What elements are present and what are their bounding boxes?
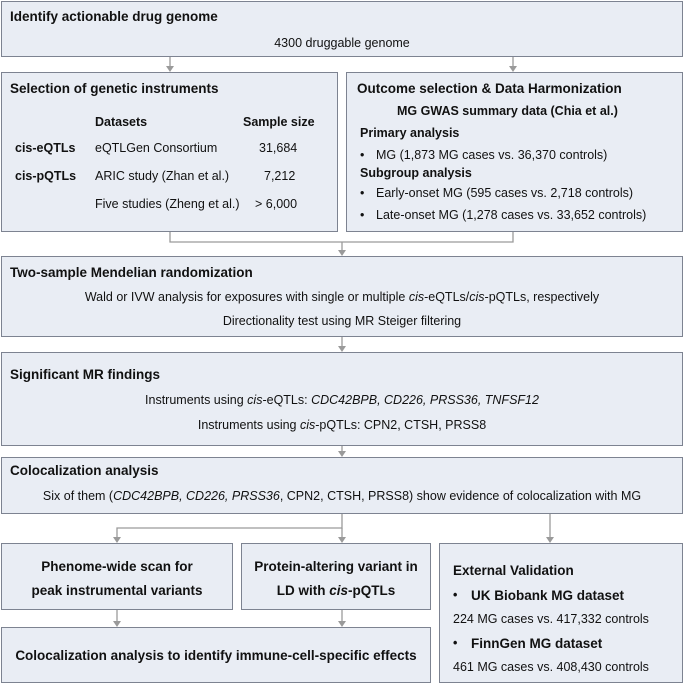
colocalization-prefix: Six of them (	[42, 489, 114, 503]
protein-variant-cis: cis	[329, 583, 349, 598]
phenome-scan-line-1: Phenome-wide scan for	[41, 559, 193, 574]
protein-variant-line-2	[242, 583, 430, 598]
box-external-validation	[439, 543, 683, 683]
mr-method-cis-2: cis	[469, 290, 485, 304]
primary-analysis-heading: Primary analysis	[360, 126, 460, 140]
box-genetic-instruments	[1, 72, 338, 232]
eqtl-instruments-mid: -eQTLs:	[262, 393, 312, 407]
column-header-datasets: Datasets	[95, 115, 148, 129]
colocalization-genes: CDC42BPB, CD226, PRSS36	[113, 489, 280, 503]
bullet-icon: •	[360, 208, 365, 222]
eqtl-instruments-genes: CDC42BPB, CD226, PRSS36, TNFSF12	[311, 393, 539, 407]
immune-cell-colocalization-text: Colocalization analysis to identify immune-cell-specific effects	[15, 648, 417, 663]
phenome-scan-line-2: peak instrumental variants	[31, 583, 203, 598]
row-dataset-eqtlgen: eQTLGen Consortium	[95, 141, 218, 155]
subgroup-item-early-onset: Early-onset MG (595 cases vs. 2,718 controls)	[376, 186, 634, 200]
box-immune-cell-colocalization	[1, 627, 431, 683]
pqtl-instruments-cis: cis	[299, 418, 316, 432]
box-drug-genome	[1, 1, 683, 57]
pqtl-instruments-prefix: Instruments using	[197, 418, 300, 432]
row-dataset-five-studies: Five studies (Zheng et al.)	[95, 197, 240, 211]
finngen-heading: FinnGen MG dataset	[471, 636, 603, 651]
gwas-summary-subtitle: MG GWAS summary data (Chia et al.)	[397, 104, 618, 118]
mr-method-text-2: -eQTLs/	[424, 290, 470, 304]
connector-merge-2-3	[170, 232, 513, 242]
colocalization-line	[2, 489, 682, 503]
box-drug-genome-body: 4300 druggable genome	[274, 36, 410, 50]
box-significant-findings	[1, 352, 683, 446]
mr-steiger-line: Directionality test using MR Steiger filtering	[222, 314, 462, 328]
finngen-detail: 461 MG cases vs. 408,430 controls	[453, 660, 649, 674]
mr-method-text-1: Wald or IVW analysis for exposures with single or multiple	[84, 290, 409, 304]
bullet-icon: •	[360, 148, 365, 162]
mr-method-line	[2, 290, 682, 304]
mr-method-text-3: -pQTLs, respectively	[484, 290, 600, 304]
box-genetic-instruments-title: Selection of genetic instruments	[10, 81, 219, 96]
box-mendelian-randomization-title: Two-sample Mendelian randomization	[10, 265, 253, 280]
row-dataset-aric: ARIC study (Zhan et al.)	[95, 169, 230, 183]
bullet-icon: •	[360, 186, 365, 200]
row-label-cis-eqtls: cis-eQTLs	[15, 141, 76, 155]
column-header-sample-size: Sample size	[243, 115, 315, 129]
box-colocalization-title: Colocalization analysis	[10, 463, 159, 478]
eqtl-instruments-cis: cis	[247, 393, 263, 407]
box-outcome-selection	[346, 72, 683, 232]
pqtl-instruments-post: -pQTLs: CPN2, CTSH, PRSS8	[315, 418, 487, 432]
box-mendelian-randomization	[1, 256, 683, 337]
eqtl-instruments-prefix: Instruments using	[145, 393, 248, 407]
mr-method-cis-1: cis	[408, 290, 425, 304]
eqtl-instruments-line	[2, 393, 682, 407]
box-significant-findings-title: Significant MR findings	[10, 367, 160, 382]
uk-biobank-heading: UK Biobank MG dataset	[471, 588, 625, 603]
protein-variant-prefix: LD with	[276, 583, 330, 598]
box-drug-genome-title: Identify actionable drug genome	[10, 9, 218, 24]
subgroup-analysis-heading: Subgroup analysis	[360, 166, 472, 180]
box-protein-altering-variant	[241, 543, 431, 610]
colocalization-post: , CPN2, CTSH, PRSS8) show evidence of colocalization with MG	[279, 489, 642, 503]
connector-6-7	[117, 514, 342, 538]
protein-variant-line-1: Protein-altering variant in	[254, 559, 418, 574]
external-validation-title: External Validation	[453, 563, 574, 578]
row-size-eqtlgen: 31,684	[259, 141, 298, 155]
row-size-aric: 7,212	[264, 169, 296, 183]
protein-variant-post: -pQTLs	[348, 583, 396, 598]
primary-analysis-item: MG (1,873 MG cases vs. 36,370 controls)	[376, 148, 608, 162]
row-size-five-studies: > 6,000	[255, 197, 298, 211]
subgroup-item-late-onset: Late-onset MG (1,278 cases vs. 33,652 controls)	[376, 208, 647, 222]
bullet-icon: •	[453, 636, 458, 650]
bullet-icon: •	[453, 588, 458, 602]
pqtl-instruments-line	[2, 418, 682, 432]
uk-biobank-detail: 224 MG cases vs. 417,332 controls	[453, 612, 649, 626]
box-outcome-selection-title: Outcome selection & Data Harmonization	[357, 81, 622, 96]
row-label-cis-pqtls: cis-pQTLs	[15, 169, 77, 183]
box-colocalization	[1, 457, 683, 514]
box-phenome-wide-scan	[1, 543, 233, 610]
